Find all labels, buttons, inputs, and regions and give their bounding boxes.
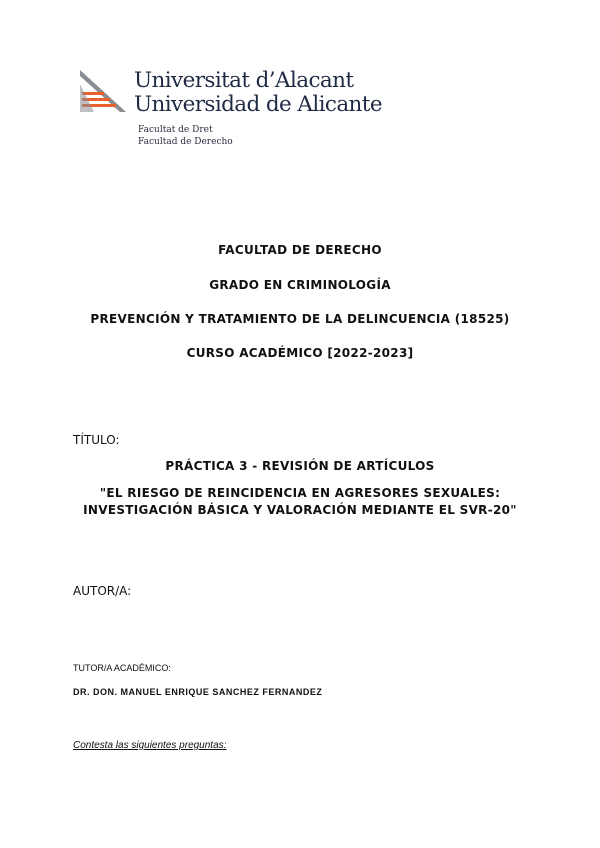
tutor-name: DR. DON. MANUEL ENRIQUE SANCHEZ FERNANDEZ bbox=[73, 687, 323, 697]
university-logo bbox=[80, 70, 380, 160]
author-label: AUTOR/A: bbox=[73, 584, 132, 598]
course-heading: CURSO ACADÉMICO [2022-2023] bbox=[186, 346, 414, 360]
subject-heading: PREVENCIÓN Y TRATAMIENTO DE LA DELINCUENCIA (18525) bbox=[90, 312, 510, 326]
instructions-text: Contesta las siguientes preguntas: bbox=[73, 740, 227, 751]
title-label: TÍTULO: bbox=[73, 433, 120, 447]
degree-heading: GRADO EN CRIMINOLOGÍA bbox=[209, 278, 391, 292]
practice-title: PRÁCTICA 3 - REVISIÓN DE ARTÍCULOS bbox=[165, 459, 435, 473]
university-logo-icon bbox=[80, 70, 126, 112]
logo-line-2: Universidad de Alicante bbox=[134, 92, 382, 117]
logo-line-1: Universitat d’Alacant bbox=[134, 68, 354, 93]
tutor-label: TUTOR/A ACADÉMICO: bbox=[73, 663, 171, 673]
logo-subtitle-2: Facultad de Derecho bbox=[138, 137, 233, 147]
faculty-heading: FACULTAD DE DERECHO bbox=[218, 243, 382, 257]
article-title-line-2: INVESTIGACIÓN BÁSICA Y VALORACIÓN MEDIANTE EL SVR-20" bbox=[83, 503, 517, 517]
logo-subtitle-1: Facultat de Dret bbox=[138, 125, 213, 135]
article-title-line-1: "EL RIESGO DE REINCIDENCIA EN AGRESORES SEXUALES: bbox=[99, 486, 501, 500]
